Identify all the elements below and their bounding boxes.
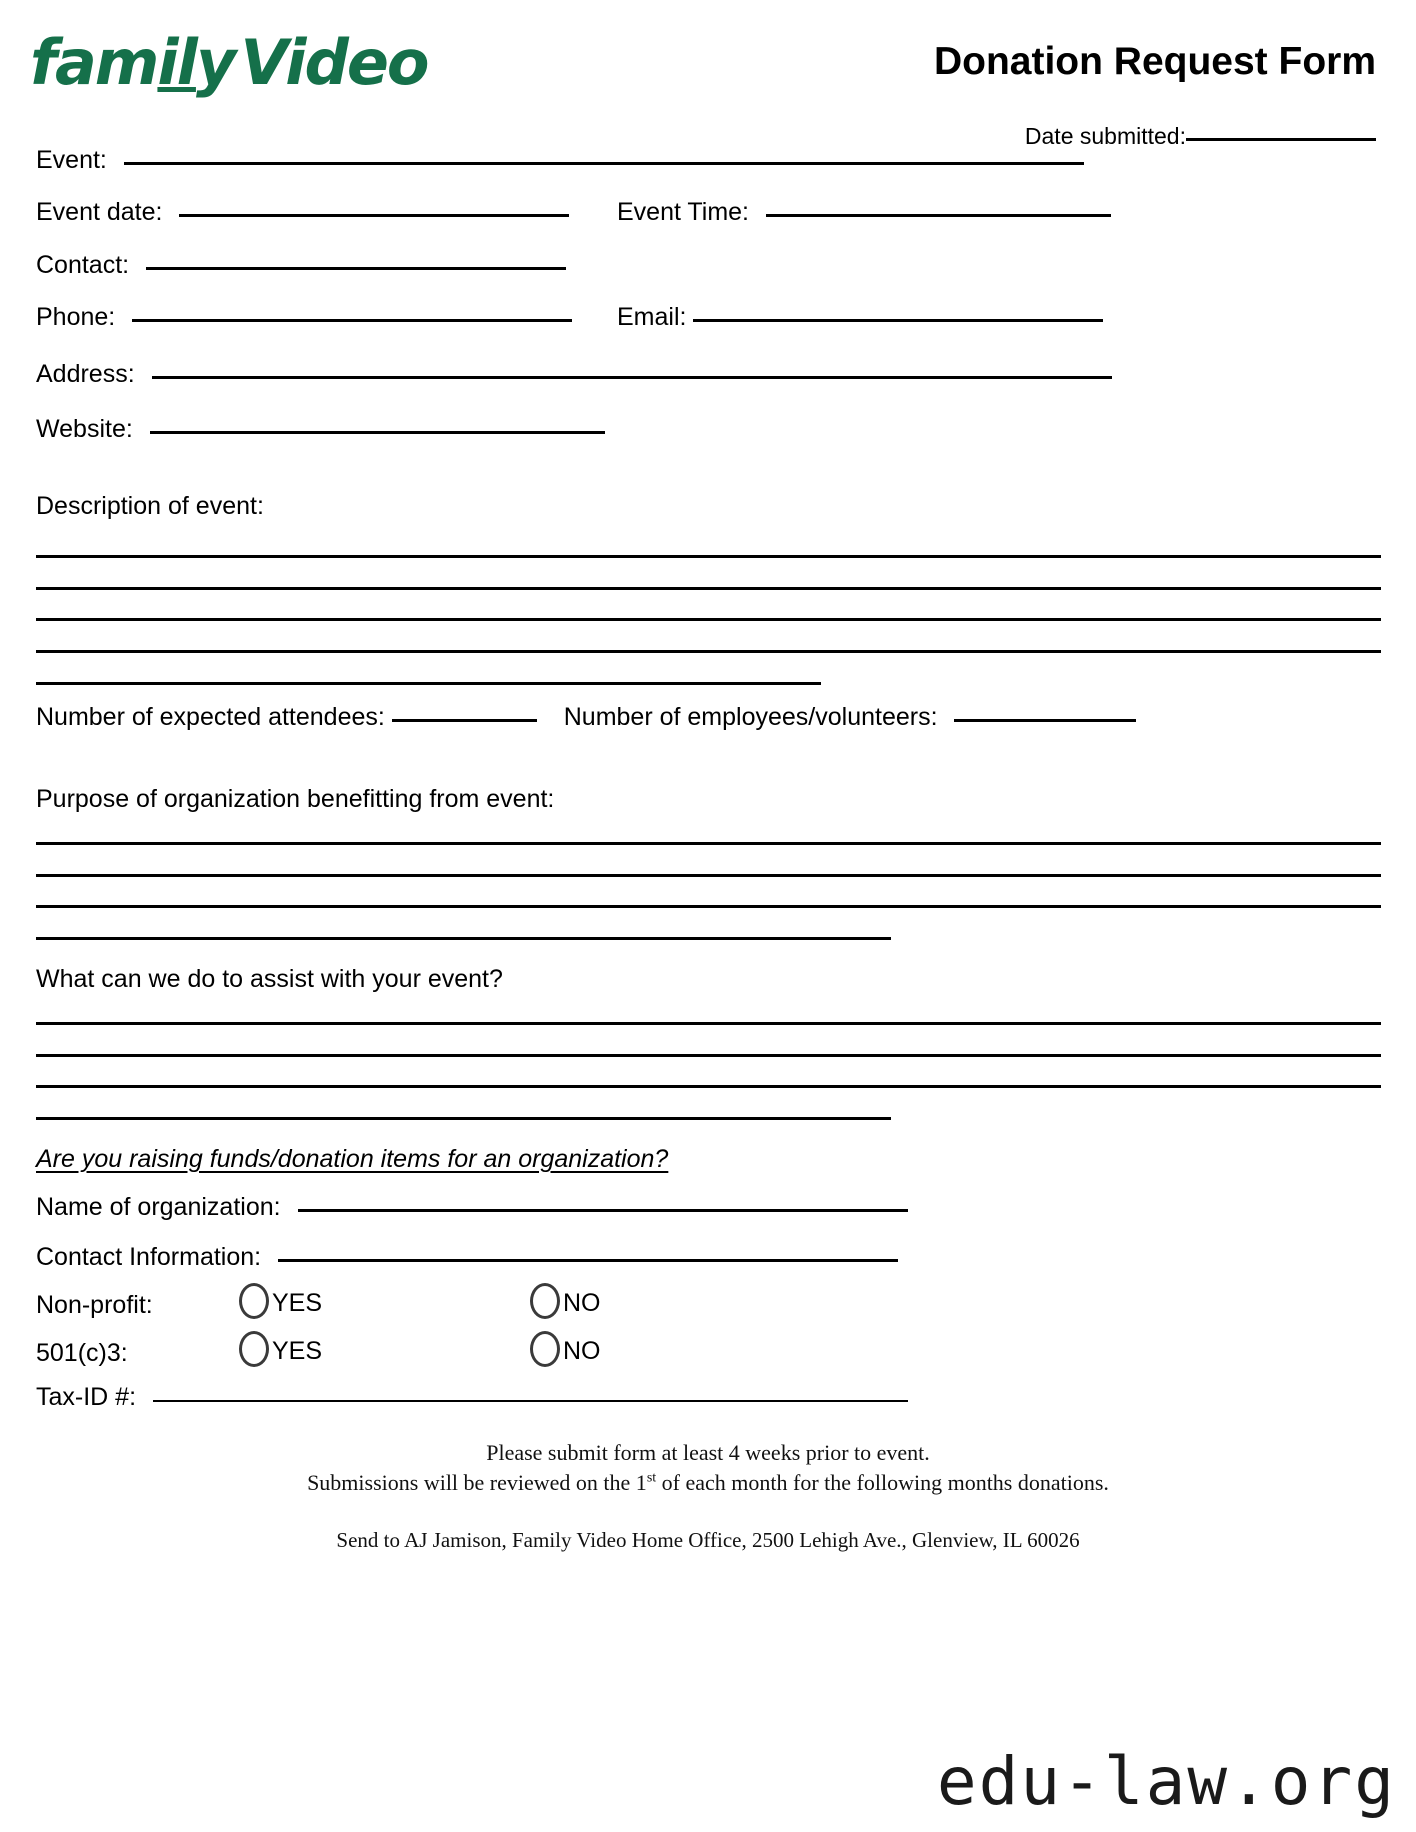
form-footer (0, 1440, 1416, 1570)
event-date-field (36, 200, 569, 225)
description-of-event-label: Description of event: (36, 492, 264, 520)
address-label: Address: (36, 360, 135, 388)
name-of-organization-label: Name of organization: (36, 1193, 281, 1221)
contact-information-input-rule[interactable] (278, 1259, 898, 1262)
event-label: Event: (36, 146, 107, 174)
purpose-line-3[interactable] (36, 905, 1381, 908)
event-input-rule[interactable] (124, 162, 1084, 165)
phone-input-rule[interactable] (132, 319, 572, 322)
logo-text-y: y (195, 26, 235, 99)
email-label: Email: (617, 303, 687, 331)
date-submitted-field (1025, 123, 1376, 150)
nonprofit-no-label: NO (563, 1288, 601, 1317)
logo-text-fam: fam (30, 26, 158, 99)
logo-text-il: il (157, 26, 196, 99)
tax-id-field (36, 1385, 908, 1410)
assist-line-1[interactable] (36, 1022, 1381, 1025)
footer-line-2-a: Submissions will be reviewed on the 1 (307, 1470, 647, 1495)
address-input-rule[interactable] (152, 376, 1112, 379)
employees-volunteers-input-rule[interactable] (954, 719, 1136, 722)
c3-yes-label: YES (272, 1336, 323, 1365)
footer-line-2 (0, 1470, 1416, 1496)
c3-label: 501(c)3: (36, 1339, 128, 1367)
page-title: Donation Request Form (933, 40, 1376, 83)
assist-line-2[interactable] (36, 1054, 1381, 1057)
website-label: Website: (36, 415, 133, 443)
event-time-input-rule[interactable] (766, 214, 1111, 217)
event-date-input-rule[interactable] (179, 214, 569, 217)
nonprofit-yes-label: YES (272, 1288, 323, 1317)
contact-input-rule[interactable] (146, 267, 566, 270)
description-line-4[interactable] (36, 650, 1381, 653)
c3-yes-option[interactable] (239, 1331, 322, 1367)
name-of-organization-input-rule[interactable] (298, 1209, 908, 1212)
email-field (617, 305, 1103, 330)
contact-field (36, 253, 566, 278)
description-line-3[interactable] (36, 618, 1381, 621)
address-field (36, 362, 1112, 387)
description-line-2[interactable] (36, 587, 1381, 590)
event-date-label: Event date: (36, 198, 163, 226)
date-submitted-input-rule[interactable] (1186, 138, 1376, 141)
website-input-rule[interactable] (150, 431, 605, 434)
phone-label: Phone: (36, 303, 116, 331)
website-field (36, 417, 605, 442)
purpose-line-2[interactable] (36, 874, 1381, 877)
assist-line-4[interactable] (36, 1117, 891, 1120)
contact-information-field (36, 1245, 898, 1270)
footer-line-2-b: of each month for the following months donations. (656, 1470, 1109, 1495)
event-time-field (617, 200, 1111, 225)
employees-volunteers-label: Number of employees/volunteers: (563, 703, 938, 731)
assist-line-3[interactable] (36, 1085, 1381, 1088)
radio-circle-icon[interactable] (239, 1331, 269, 1367)
purpose-line-4[interactable] (36, 937, 891, 940)
description-line-5[interactable] (36, 682, 821, 685)
c3-no-option[interactable] (530, 1331, 601, 1367)
radio-circle-icon[interactable] (530, 1331, 560, 1367)
phone-field (36, 305, 572, 330)
nonprofit-yes-option[interactable] (239, 1283, 322, 1319)
contact-information-label: Contact Information: (36, 1243, 262, 1271)
logo-text-video: Video (240, 26, 428, 99)
watermark: edu-law.org (936, 1743, 1396, 1820)
form-header (0, 18, 1416, 149)
footer-line-3: Send to AJ Jamison, Family Video Home Office, 2500 Lehigh Ave., Glenview, IL 60026 (336, 1528, 1080, 1552)
purpose-label: Purpose of organization benefitting from event: (36, 785, 555, 813)
tax-id-label: Tax-ID #: (36, 1383, 137, 1411)
assist-label: What can we do to assist with your event? (36, 965, 503, 993)
footer-line-2-superscript: st (646, 1470, 657, 1486)
purpose-line-1[interactable] (36, 842, 1381, 845)
description-line-1[interactable] (36, 555, 1381, 558)
expected-attendees-field (36, 705, 1136, 730)
radio-circle-icon[interactable] (239, 1283, 269, 1319)
family-video-logo (30, 26, 428, 99)
tax-id-input-rule[interactable] (153, 1400, 908, 1402)
raising-funds-question: Are you raising funds/donation items for an organization? (36, 1145, 669, 1173)
contact-label: Contact: (36, 251, 130, 279)
email-input-rule[interactable] (693, 319, 1103, 322)
date-submitted-label: Date submitted: (1024, 123, 1186, 149)
event-time-label: Event Time: (617, 198, 749, 226)
event-field (36, 148, 1084, 173)
expected-attendees-input-rule[interactable] (392, 719, 537, 722)
nonprofit-no-option[interactable] (530, 1283, 601, 1319)
footer-line-1: Please submit form at least 4 weeks prior to event. (486, 1440, 930, 1465)
name-of-organization-field (36, 1195, 908, 1220)
radio-circle-icon[interactable] (530, 1283, 560, 1319)
expected-attendees-label: Number of expected attendees: (36, 703, 385, 731)
c3-no-label: NO (563, 1336, 601, 1365)
nonprofit-label: Non-profit: (36, 1291, 153, 1319)
